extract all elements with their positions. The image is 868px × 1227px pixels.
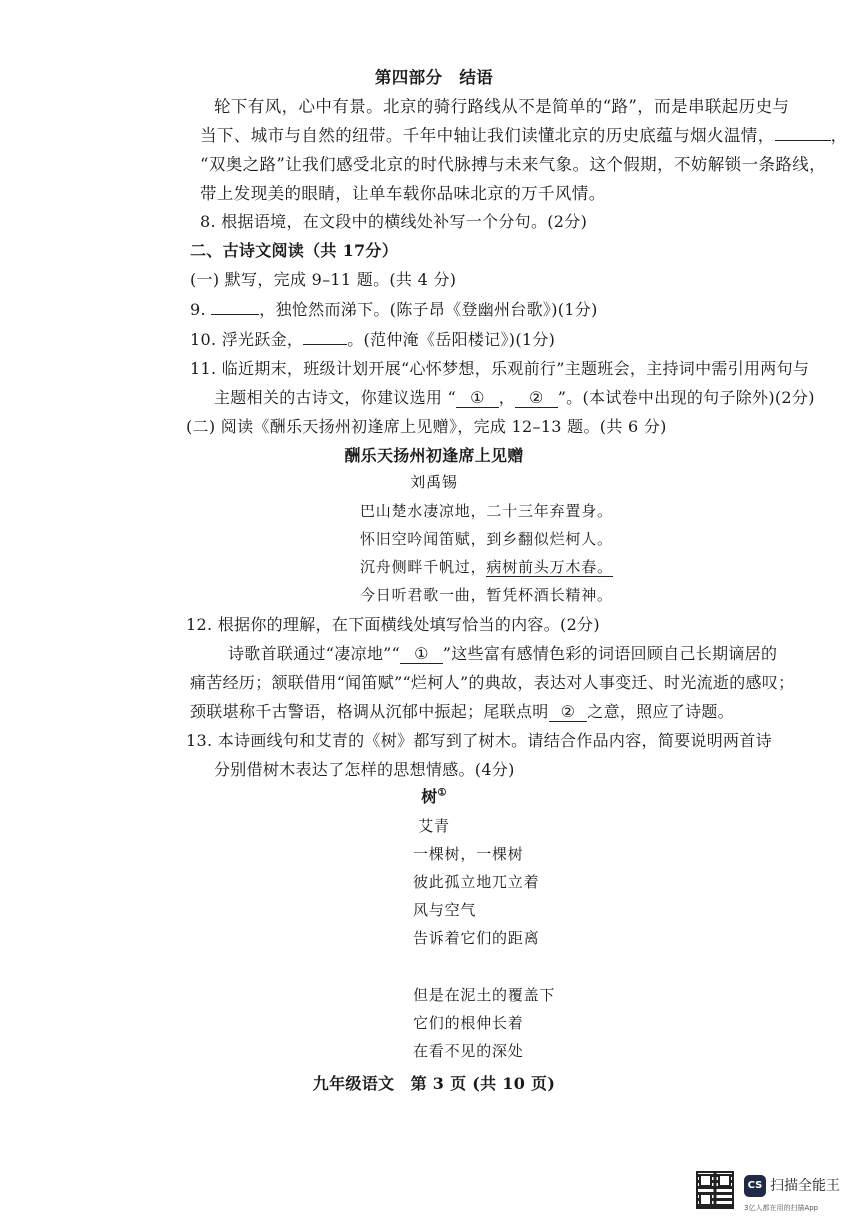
poem-title: 酬乐天扬州初逢席上见赠 — [344, 446, 524, 465]
camscanner-logo-icon: CS — [744, 1175, 766, 1197]
subsection-2-title: (二) 阅读《酬乐天扬州初逢席上见赠》，完成 12–13 题。(共 6 分) — [186, 417, 667, 436]
poem-2-line: 告诉着它们的距离 — [413, 929, 540, 947]
poem-line-2: 怀旧空吟闻笛赋，到乡翻似烂柯人。 — [360, 530, 613, 548]
footnote-marker: ① — [437, 787, 447, 799]
question-9: 9. ，独怆然而涕下。(陈子昂《登幽州台歌》)(1分) — [190, 300, 598, 319]
question-13-line-2: 分别借树木表达了怎样的思想情感。(4分) — [214, 760, 515, 779]
poem-line-1: 巴山楚水凄凉地，二十三年弃置身。 — [360, 502, 613, 520]
part-2-title: 二、古诗文阅读（共 17分） — [190, 241, 399, 260]
page-footer: 九年级语文 第 3 页 (共 10 页) — [312, 1074, 556, 1093]
answer-blank[interactable] — [303, 328, 347, 345]
underlined-line: 病树前头万木春。 — [486, 558, 613, 576]
answer-blank-1[interactable]: ① — [456, 388, 499, 408]
poem-author: 刘禹锡 — [410, 473, 458, 491]
poem-2-author: 艾青 — [418, 817, 450, 835]
question-13-line-1: 13. 本诗画线句和艾青的《树》都写到了树木。请结合作品内容，简要说明两首诗 — [186, 731, 772, 750]
scanner-tagline: 3亿人都在用的扫描App — [744, 1204, 819, 1212]
question-12-line-2: 痛苦经历；颔联借用“闻笛赋”“烂柯人”的典故，表达对人事变迁、时光流逝的感叹； — [190, 673, 795, 692]
poem-line-4: 今日听君歌一曲，暂凭杯酒长精神。 — [360, 586, 613, 604]
answer-blank[interactable] — [211, 298, 259, 315]
paragraph-line-1: 轮下有风，心中有景。北京的骑行路线从不是简单的“路”，而是串联起历史与 — [214, 97, 790, 116]
answer-blank[interactable] — [775, 124, 831, 141]
answer-blank-2[interactable]: ② — [515, 388, 558, 408]
question-11-line-1: 11. 临近期末，班级计划开展“心怀梦想，乐观前行”主题班会，主持词中需引用两句与 — [190, 359, 810, 378]
answer-blank-1[interactable]: ① — [400, 644, 443, 664]
qr-code-icon — [696, 1171, 734, 1209]
scanner-app-name: 扫描全能王 — [770, 1178, 840, 1194]
poem-2-line: 彼此孤立地兀立着 — [413, 873, 540, 891]
paragraph-line-4: 带上发现美的眼睛，让单车载你品味北京的万千风情。 — [200, 184, 606, 203]
question-12: 12. 根据你的理解，在下面横线处填写恰当的内容。(2分) — [186, 615, 600, 634]
question-12-line-3: 颈联堪称千古警语，格调从沉郁中振起；尾联点明 ② 之意，照应了诗题。 — [190, 702, 734, 721]
poem-2-line: 一棵树，一棵树 — [413, 845, 524, 863]
poem-2-title: 树① — [421, 787, 447, 806]
subsection-1-title: (一) 默写，完成 9–11 题。(共 4 分) — [190, 270, 457, 289]
question-8: 8. 根据语境，在文段中的横线处补写一个分句。(2分) — [200, 212, 588, 231]
question-12-line-1: 诗歌首联通过“凄凉地”“ ① ”这些富有感情色彩的词语回顾自己长期谪居的 — [228, 644, 778, 663]
question-10: 10. 浮光跃金， 。(范仲淹《岳阳楼记》)(1分) — [190, 330, 556, 349]
poem-line-3: 沉舟侧畔千帆过，病树前头万木春。 — [360, 558, 613, 576]
paragraph-line-3: “双奥之路”让我们感受北京的时代脉搏与未来气象。这个假期，不妨解锁一条路线， — [200, 155, 827, 174]
poem-2-line: 风与空气 — [413, 901, 477, 919]
question-11-line-2: 主题相关的古诗文，你建议选用 “ ① ， ② ”。(本试卷中出现的句子除外)(2分) — [214, 388, 815, 407]
poem-2-line: 在看不见的深处 — [413, 1042, 524, 1060]
answer-blank-2[interactable]: ② — [549, 702, 588, 722]
section-title: 第四部分 结语 — [374, 68, 494, 87]
poem-2-line: 它们的根伸长着 — [413, 1014, 524, 1032]
paragraph-line-2: 当下、城市与自然的纽带。千年中轴让我们读懂北京的历史底蕴与烟火温情， ， — [200, 126, 848, 145]
poem-2-line: 但是在泥土的覆盖下 — [413, 986, 556, 1004]
